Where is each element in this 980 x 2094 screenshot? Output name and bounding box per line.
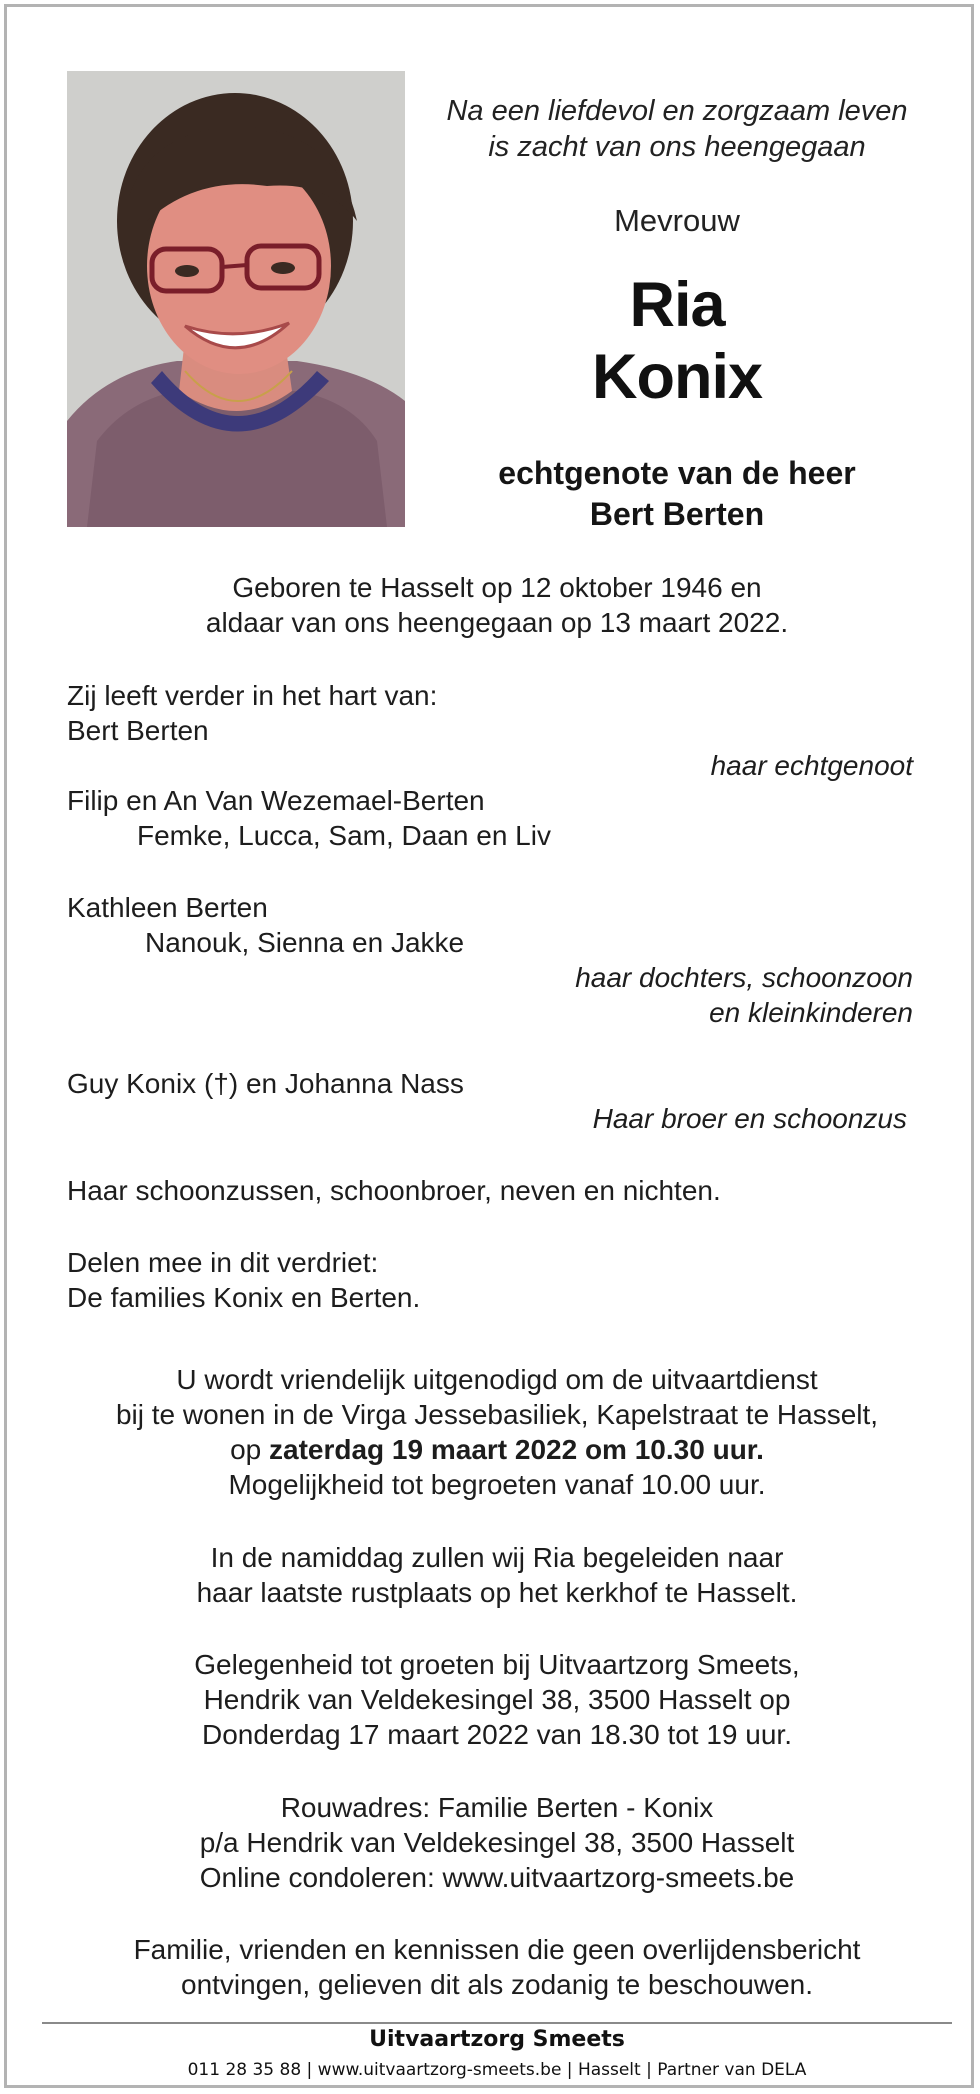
service-date-prefix: op (230, 1434, 269, 1465)
visitation-info (47, 1647, 947, 1752)
portrait-photo-icon (67, 71, 405, 527)
condolence-link[interactable]: Online condoleren: www.uitvaartzorg-smeets.be (199, 1862, 795, 1893)
family-husband-role: haar echtgenoot (710, 750, 913, 781)
footer-brand: Uitvaartzorg Smeets (369, 2027, 625, 2052)
family-sibling: Guy Konix (†) en Johanna Nass (67, 1068, 464, 1099)
footer-divider (42, 2022, 952, 2024)
obituary-card (4, 4, 974, 2088)
notice-text (47, 1932, 947, 2002)
service-line: bij te wonen in de Virga Jessebasiliek, Kapelstraat te Hasselt, (115, 1399, 879, 1430)
honorific: Mevrouw (614, 203, 740, 238)
service-info (47, 1362, 947, 1502)
family-child-1: Filip en An Van Wezemael-Berten (67, 785, 485, 816)
last-name: Konix (591, 342, 762, 412)
role-line: en kleinkinderen (709, 997, 913, 1028)
burial-info (47, 1540, 947, 1610)
intro-text (427, 93, 927, 165)
family-children-role (575, 960, 913, 1030)
address-line: p/a Hendrik van Veldekesingel 38, 3500 Hasselt (199, 1827, 795, 1858)
family-share-names: De families Konix en Berten. (67, 1282, 421, 1313)
family-grandchildren-2: Nanouk, Sienna en Jakke (145, 927, 465, 958)
birth-line: aldaar van ons heengegaan op 13 maart 2022. (205, 607, 789, 638)
visitation-line: Donderdag 17 maart 2022 van 18.30 tot 19 uur. (202, 1719, 792, 1750)
family-husband: Bert Berten (67, 715, 209, 746)
service-date-line (47, 1432, 947, 1467)
portrait-photo (67, 71, 405, 527)
intro-line: is zacht van ons heengegaan (488, 131, 866, 163)
notice-line: ontvingen, gelieven dit als zodanig te beschouwen. (181, 1969, 813, 2000)
service-date: zaterdag 19 maart 2022 om 10.30 uur. (269, 1434, 764, 1465)
address-line: Rouwadres: Familie Berten - Konix (280, 1792, 714, 1823)
family-intro: Zij leeft verder in het hart van: (67, 680, 438, 711)
notice-line: Familie, vrienden en kennissen die geen overlijdensbericht (133, 1934, 861, 1965)
spouse-line: echtgenote van de heer (498, 455, 856, 491)
family-inlaws: Haar schoonzussen, schoonbroer, neven en nichten. (67, 1175, 721, 1206)
burial-line: haar laatste rustplaats op het kerkhof te Hasselt. (196, 1577, 798, 1608)
deceased-name (427, 269, 927, 413)
intro-line: Na een liefdevol en zorgzaam leven (446, 95, 908, 127)
mourning-address (47, 1790, 947, 1895)
spouse-info (427, 453, 927, 535)
role-line: haar dochters, schoonzoon (575, 962, 913, 993)
visitation-line: Hendrik van Veldekesingel 38, 3500 Hasselt op (203, 1684, 791, 1715)
family-sibling-role: Haar broer en schoonzus (592, 1103, 907, 1134)
visitation-line: Gelegenheid tot groeten bij Uitvaartzorg Smeets, (194, 1649, 800, 1680)
spouse-line: Bert Berten (589, 496, 765, 532)
family-share-intro: Delen mee in dit verdriet: (67, 1247, 379, 1278)
footer-info: 011 28 35 88 | www.uitvaartzorg-smeets.be | Hasselt | Partner van DELA (187, 2060, 807, 2080)
family-child-2: Kathleen Berten (67, 892, 268, 923)
burial-line: In de namiddag zullen wij Ria begeleiden naar (210, 1542, 784, 1573)
first-name: Ria (629, 270, 725, 340)
birth-line: Geboren te Hasselt op 12 oktober 1946 en (232, 572, 762, 603)
service-line: Mogelijkheid tot begroeten vanaf 10.00 uur. (228, 1469, 766, 1500)
family-grandchildren-1: Femke, Lucca, Sam, Daan en Liv (137, 820, 551, 851)
service-line: U wordt vriendelijk uitgenodigd om de uitvaartdienst (176, 1364, 818, 1395)
birth-info (47, 570, 947, 640)
